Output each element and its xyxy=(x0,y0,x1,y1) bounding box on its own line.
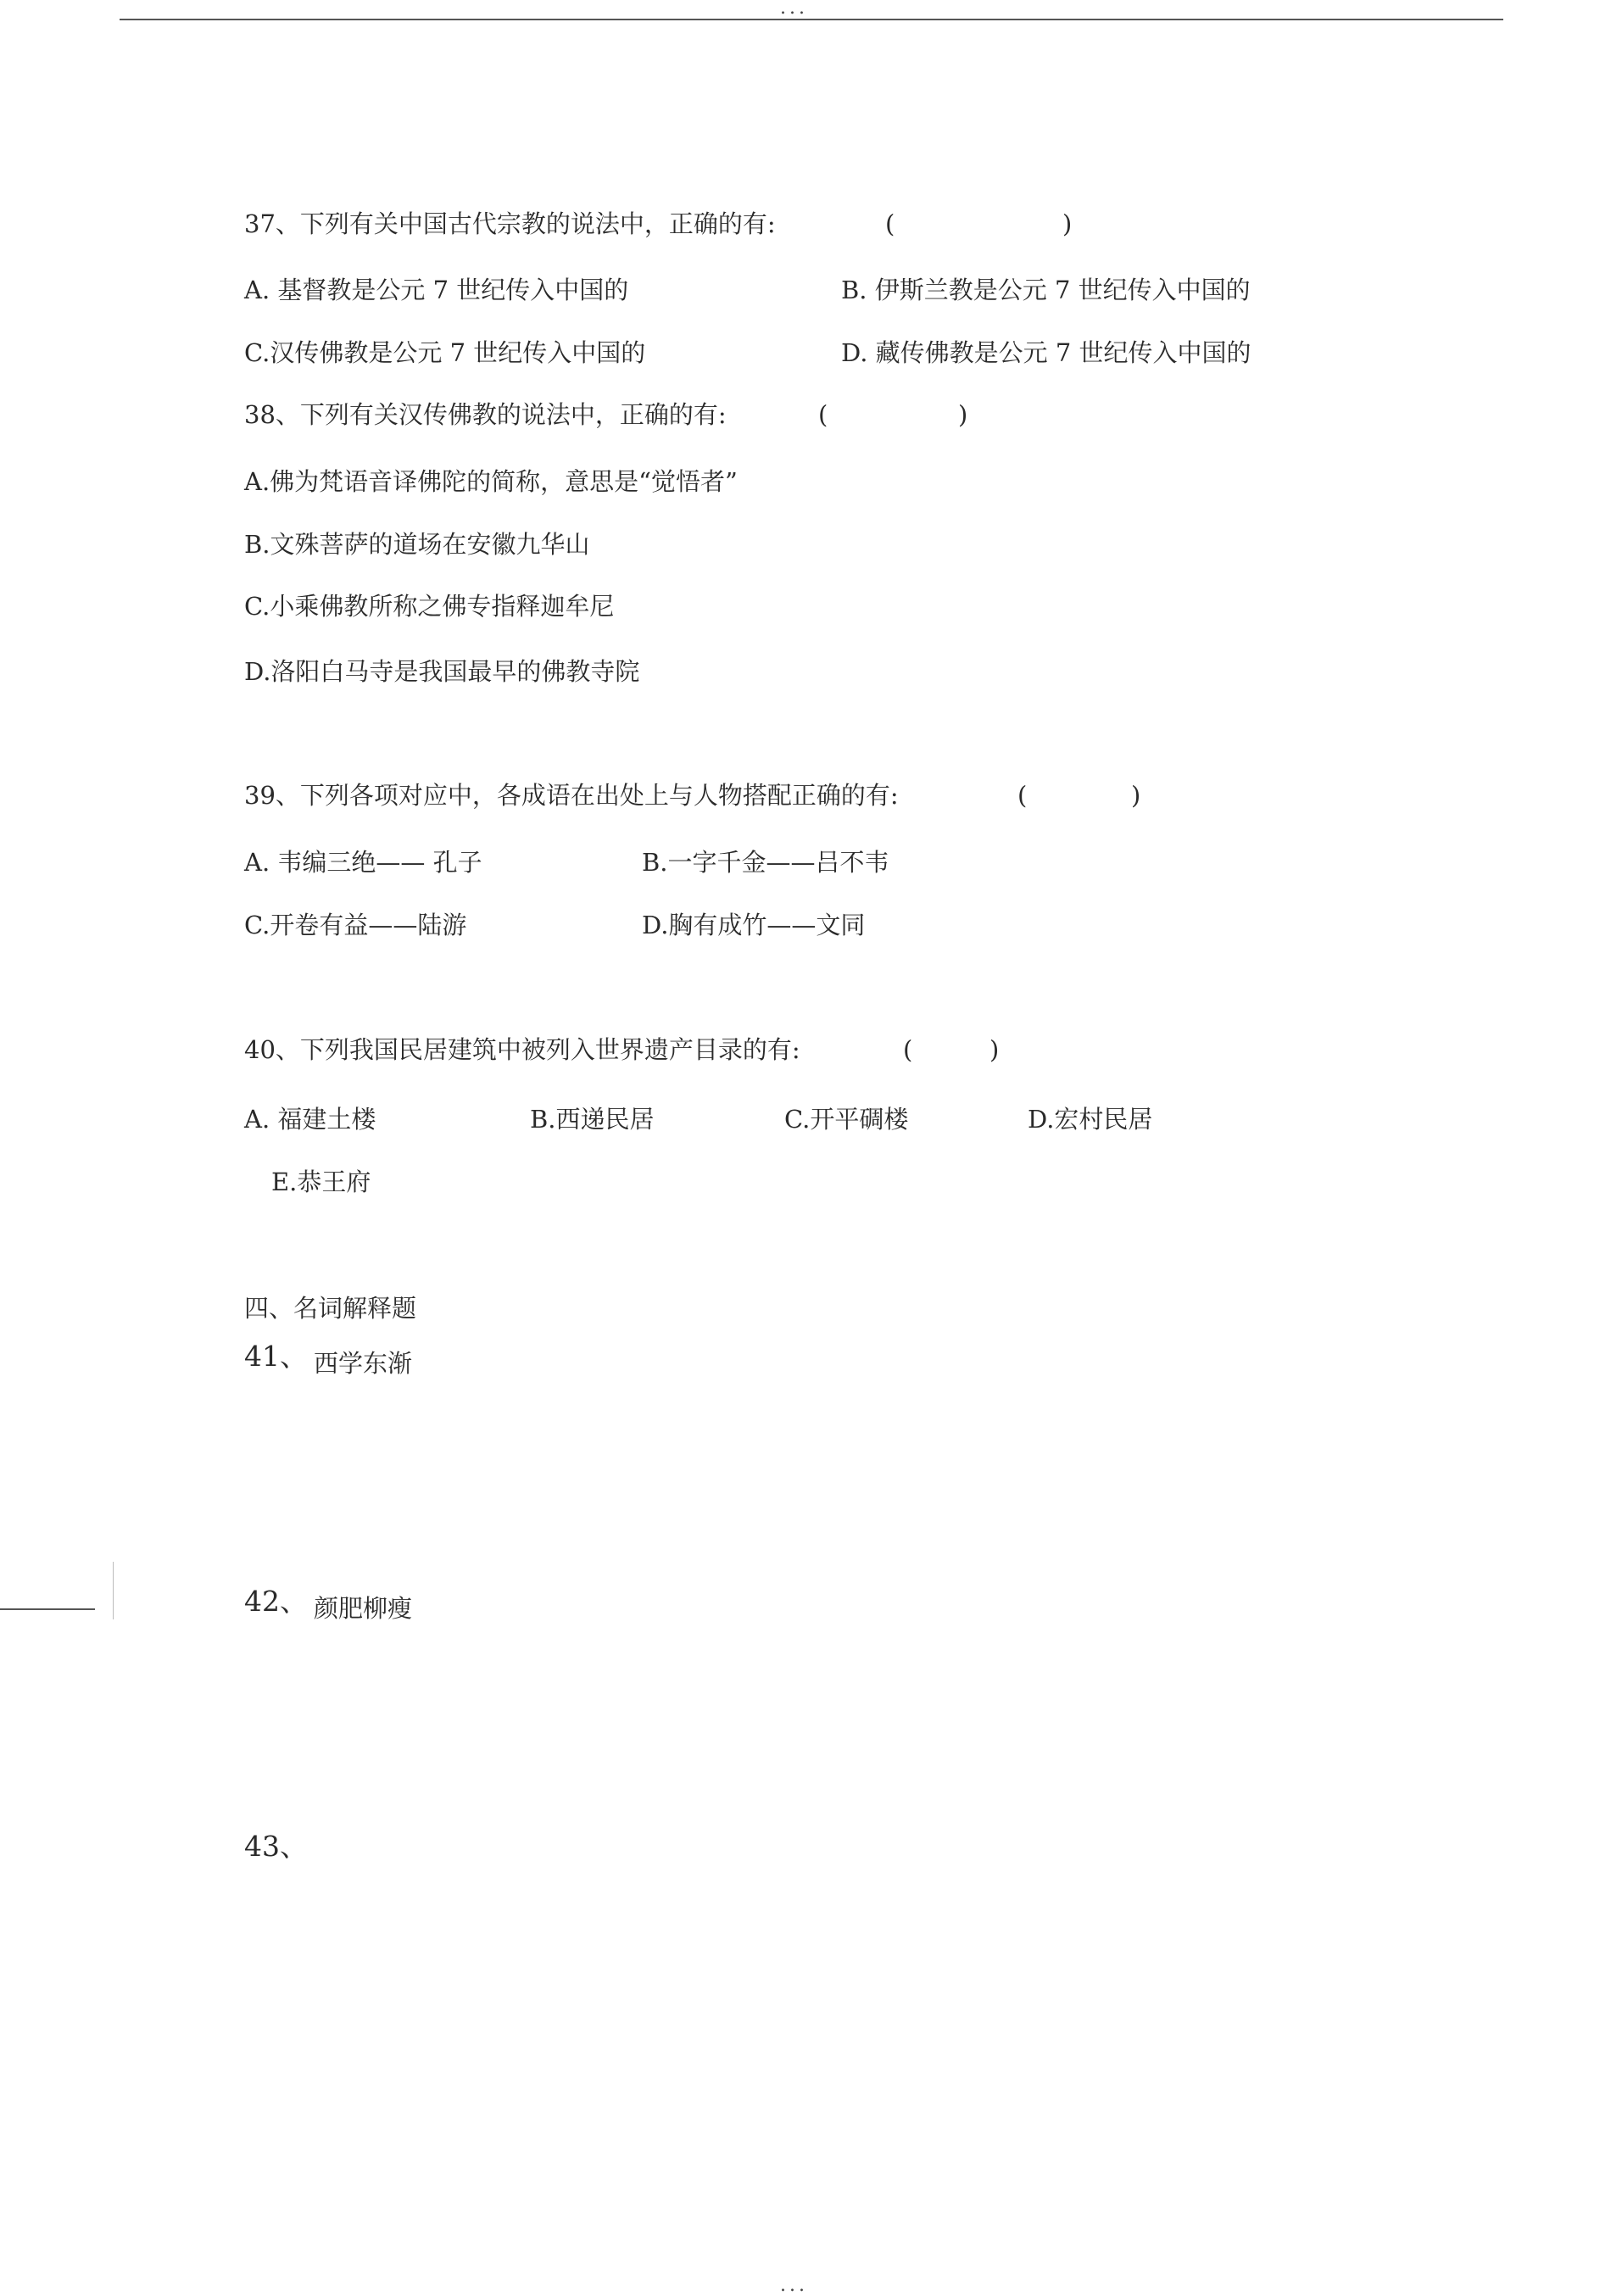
q38-paren-close: ) xyxy=(958,400,968,429)
q38-paren-open: ( xyxy=(818,400,828,429)
q39-option-c: C.开卷有益——陆游 xyxy=(244,911,467,939)
q40-option-e: E.恭王府 xyxy=(271,1168,371,1196)
q37-option-b: B. 伊斯兰教是公元 7 世纪传入中国的 xyxy=(841,276,1251,304)
q37-paren-open: ( xyxy=(885,209,895,238)
q37-stem: 37、下列有关中国古代宗教的说法中，正确的有: xyxy=(244,209,776,238)
q40-option-b: B.西递民居 xyxy=(530,1105,655,1134)
q37-paren-close: ) xyxy=(1062,209,1073,238)
q40-paren-close: ) xyxy=(989,1035,1000,1064)
q39-paren-open: ( xyxy=(1017,781,1028,810)
q43-number: 43、 xyxy=(244,1830,308,1863)
q38-option-c: C.小乘佛教所称之佛专指释迦牟尼 xyxy=(244,592,615,621)
q38-option-b: B.文殊菩萨的道场在安徽九华山 xyxy=(244,530,590,559)
header-rule xyxy=(120,19,1503,20)
q38-stem: 38、下列有关汉传佛教的说法中，正确的有: xyxy=(244,400,727,429)
margin-rule xyxy=(0,1608,95,1610)
q38-option-a: A.佛为梵语音译佛陀的简称，意思是“觉悟者” xyxy=(244,467,738,496)
q42-number: 42、 xyxy=(244,1585,308,1618)
q41-number: 41、 xyxy=(244,1340,308,1373)
section-4-title: 四、名词解释题 xyxy=(244,1294,417,1323)
q42-term: 颜肥柳瘦 xyxy=(314,1594,413,1623)
footer-dots: ... xyxy=(780,2275,808,2296)
q40-option-d: D.宏村民居 xyxy=(1028,1105,1153,1134)
q39-option-a: A. 韦编三绝—— 孔子 xyxy=(244,848,482,877)
q40-option-a: A. 福建土楼 xyxy=(244,1105,376,1134)
q39-option-d: D.胸有成竹——文同 xyxy=(642,911,866,939)
q40-stem: 40、下列我国民居建筑中被列入世界遗产目录的有: xyxy=(244,1035,800,1064)
q41-term: 西学东渐 xyxy=(314,1349,413,1378)
margin-tick xyxy=(113,1562,114,1619)
q37-option-a: A. 基督教是公元 7 世纪传入中国的 xyxy=(244,276,629,304)
q38-option-d: D.洛阳白马寺是我国最早的佛教寺院 xyxy=(244,657,640,686)
header-dots: ... xyxy=(780,0,808,19)
q40-option-c: C.开平碉楼 xyxy=(784,1105,909,1134)
q39-paren-close: ) xyxy=(1131,781,1141,810)
q37-option-c: C.汉传佛教是公元 7 世纪传入中国的 xyxy=(244,338,646,367)
q39-option-b: B.一字千金——吕不韦 xyxy=(642,848,889,877)
q39-stem: 39、下列各项对应中，各成语在出处上与人物搭配正确的有: xyxy=(244,781,899,810)
q40-paren-open: ( xyxy=(903,1035,913,1064)
q37-option-d: D. 藏传佛教是公元 7 世纪传入中国的 xyxy=(841,338,1251,367)
